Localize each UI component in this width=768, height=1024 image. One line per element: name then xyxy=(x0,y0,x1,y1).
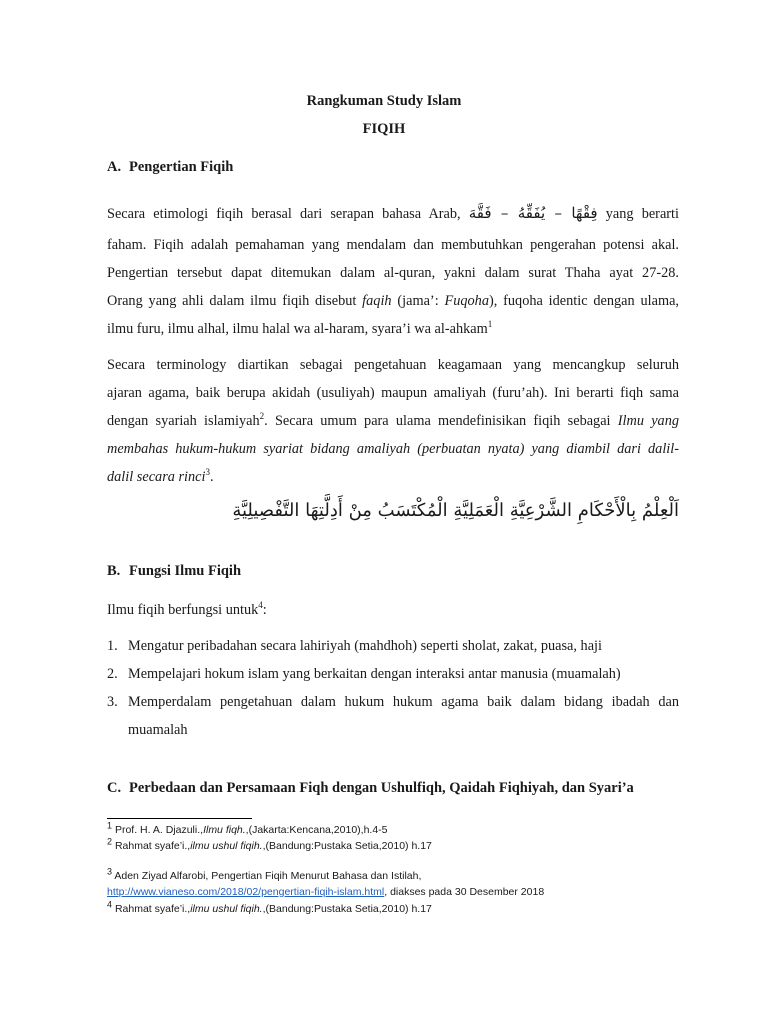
document-subtitle: FIQIH xyxy=(362,121,406,137)
section-c-heading xyxy=(107,780,634,797)
paragraph-terminology xyxy=(107,351,679,491)
footnote-separator xyxy=(107,818,252,819)
arabic-word: فِقْهًا – يُفَقِّهُ – فَقَّهَ xyxy=(468,204,598,222)
paragraph-line: Orang yang ahli dalam ilmu fiqih disebut faqih (jama’: Fuqoha), fuqoha identic dengan ulama, xyxy=(107,293,680,309)
section-letter: B. xyxy=(107,563,121,579)
arabic-definition: اَلْعِلْمُ بِالْأَحْكَامِ الشَّرْعِيَّةِ الْعَمَلِيَّةِ الْمُكْتَسَبُ مِنْ أَدِلَّتِهَا التَّفْصِيلِيَّةِ xyxy=(232,500,679,521)
paragraph-line: membahas hukum-hukum syariat bidang amaliyah (perbuatan nyata) yang diambil dari dalil- xyxy=(107,441,679,457)
paragraph-line: dengan syariah islamiyah$^2$. Secara umum para ulama mendefinisikan fiqih sebagai Ilmu yang xyxy=(107,411,679,429)
section-title: Perbedaan dan Persamaan Fiqh dengan Ushulfiqh, Qaidah Fiqhiyah, dan Syari’a xyxy=(129,780,634,796)
list-number: 1. xyxy=(107,638,118,654)
paragraph-line: dalil secara rinci$^3$. xyxy=(107,467,214,485)
paragraph-line: ilmu furu, ilmu alhal, ilmu halal wa al-haram, syara’i wa al-ahkam$^1$ xyxy=(107,319,493,337)
footnote-link[interactable]: http://www.vianeso.com/2018/02/pengertian-fiqih-islam.html xyxy=(107,886,385,898)
paragraph-line: Pengertian tersebut dapat ditemukan dalam al-quran, yakni dalam surat Thaha ayat 27-28. xyxy=(107,265,679,281)
paragraph-line: faham. Fiqih adalah pemahaman yang mendalam dan membutuhkan pengerahan potensi akal. xyxy=(107,237,679,253)
section-letter: C. xyxy=(107,780,122,796)
section-title: Pengertian Fiqih xyxy=(129,159,234,175)
paragraph-line: ajaran agama, baik berupa akidah (usuliyah) maupun amaliyah (furu’ah). Ini berarti fiqh sama xyxy=(107,385,679,401)
section-letter: A. xyxy=(107,159,122,175)
list-item: 1. Mengatur peribadahan secara lahiriyah (mahdhoh) seperti sholat, zakat, puasa, haji xyxy=(107,632,679,660)
list-number: 3. xyxy=(107,694,118,710)
list-number: 2. xyxy=(107,666,118,682)
footnote-2: $^2$ Rahmat syafe’i.,ilmu ushul fiqih.,(Bandung:Pustaka Setia,2010) h.17 xyxy=(107,836,432,852)
fungsi-intro: Ilmu fiqih berfungsi untuk$^4$: xyxy=(107,600,267,618)
footnote-1: $^1$ Prof. H. A. Djazuli.,Ilmu fiqh.,(Jakarta:Kencana,2010),h.4-5 xyxy=(107,820,388,836)
footnote-ref[interactable]: 4 xyxy=(258,600,263,611)
footnote-ref[interactable]: 1 xyxy=(487,319,493,330)
paragraph-etimologi xyxy=(107,199,679,343)
footnote-4: $^4$ Rahmat syafe’i.,ilmu ushul fiqih.,(Bandung:Pustaka Setia,2010) h.17 xyxy=(107,899,432,915)
paragraph-line: Secara etimologi fiqih berasal dari serapan bahasa Arab, فِقْهًا – يُفَقِّهُ – فَقَّهَ yang berarti xyxy=(107,204,679,222)
section-b-heading xyxy=(107,563,241,580)
footnote-3: $^3$ Aden Ziyad Alfarobi, Pengertian Fiqih Menurut Bahasa dan Istilah, xyxy=(107,866,422,882)
section-title: Fungsi Ilmu Fiqih xyxy=(129,563,242,579)
footnote-ref[interactable]: 2 xyxy=(259,411,265,422)
fungsi-list xyxy=(107,632,679,744)
list-item: 3. Memperdalam pengetahuan dalam hukum hukum agama baik dalam bidang ibadah dan muamalah xyxy=(107,688,679,744)
section-a-heading xyxy=(107,159,233,176)
footnote-ref[interactable]: 3 xyxy=(205,467,210,478)
footnote-3-cont: http://www.vianeso.com/2018/02/pengertian-fiqih-islam.html, diakses pada 30 Desember 2018 xyxy=(107,886,545,898)
list-item: 2. Mempelajari hokum islam yang berkaitan dengan interaksi antar manusia (muamalah) xyxy=(107,660,679,688)
paragraph-line: Secara terminology diartikan sebagai pengetahuan keagamaan yang mencangkup seluruh xyxy=(107,357,679,373)
document-title: Rangkuman Study Islam xyxy=(306,93,462,109)
